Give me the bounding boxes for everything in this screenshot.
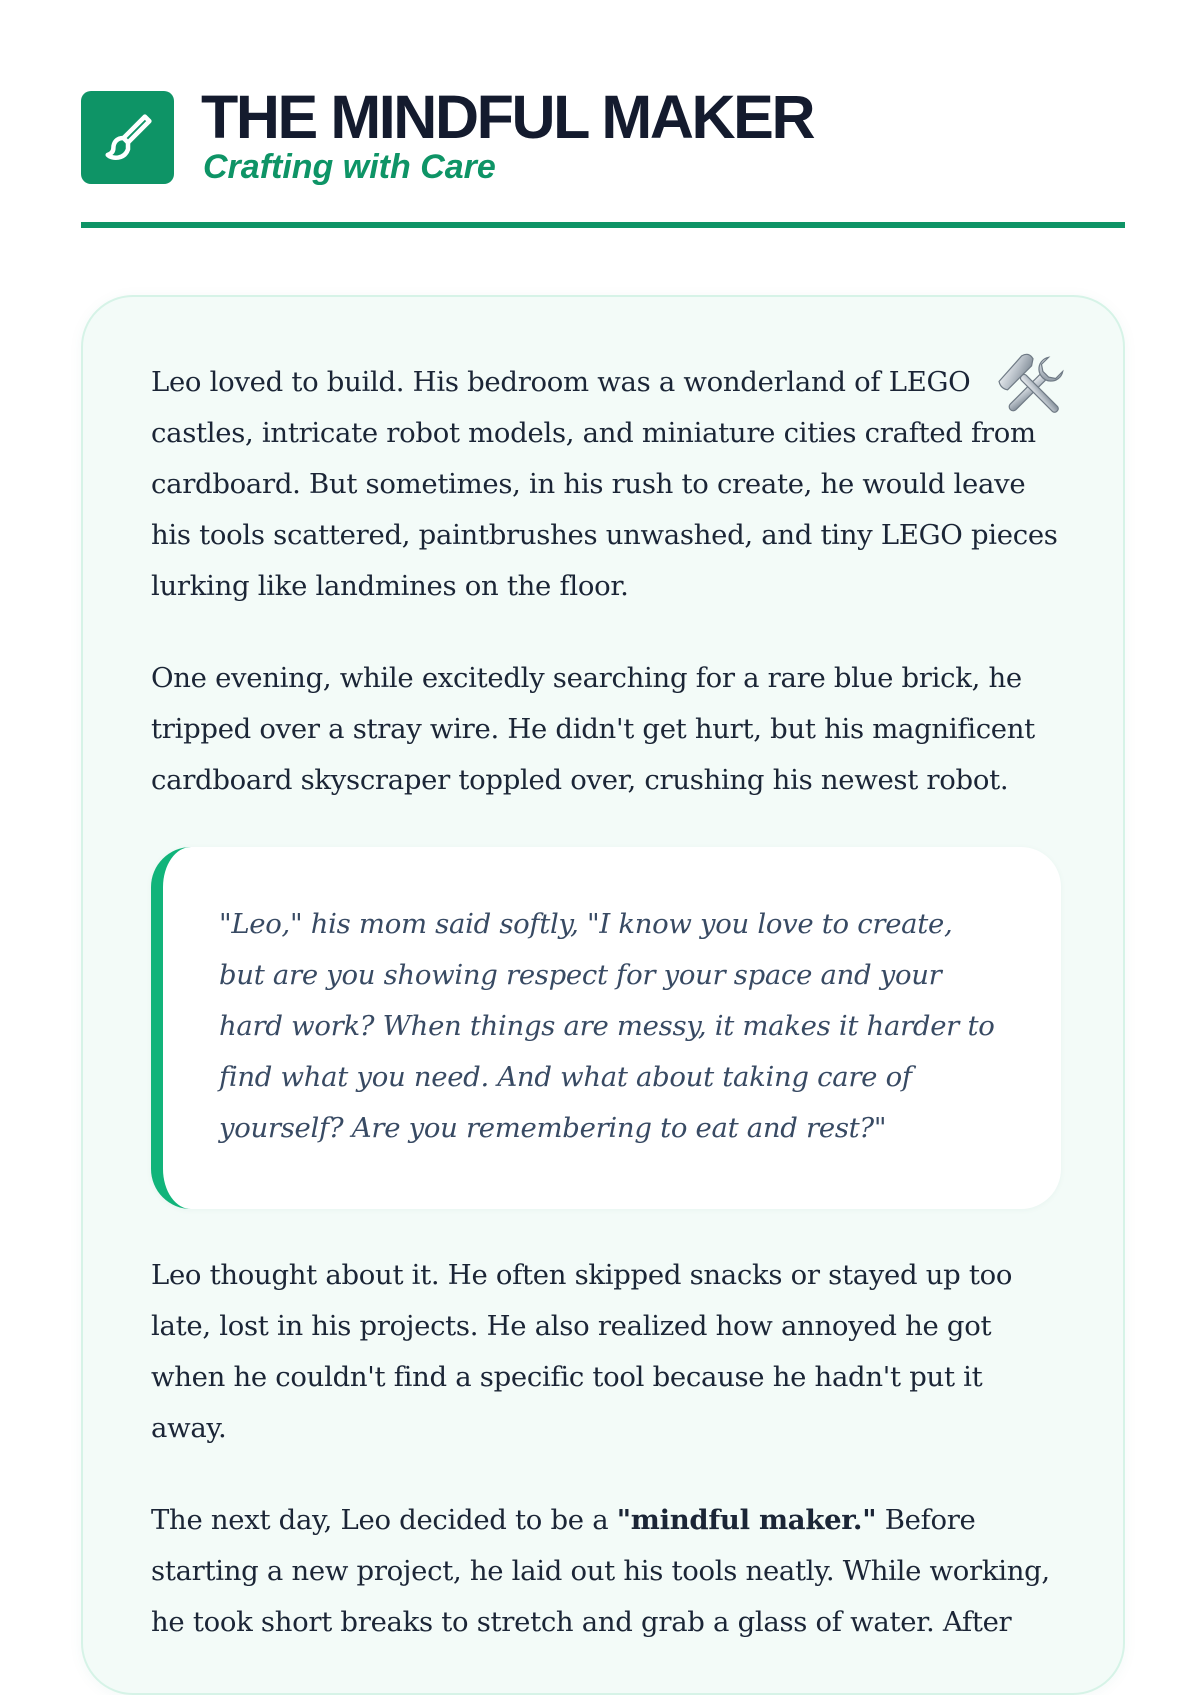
story-paragraph: One evening, while excitedly searching for a rare blue brick, he tripped over a stray wire. He didn't get hurt, but his magnificent cardboard skyscraper toppled over, crushing his newest robot.: [151, 662, 1035, 796]
story-paragraph: Leo loved to build. His bedroom was a wonderland of LEGO castles, intricate robot models, and miniature cities crafted from cardboard. But sometimes, in his rush to create, he would leave his tools scattered, paintbrushes unwashed, and tiny LEGO pieces lurking like landmines on the floor.: [151, 366, 1058, 602]
story-paragraph: [151, 1495, 1061, 1648]
paragraph-text: The next day, Leo decided to be a: [151, 1504, 617, 1536]
mom-quote: "Leo," his mom said softly, "I know you love to create, but are you showing respect for your space and your hard work? When things are messy, it makes it harder to find what you need. And what about taking care of yourself? Are you remembering to eat and rest?": [151, 847, 1061, 1209]
story-card: [81, 295, 1125, 1695]
paintbrush-icon: [81, 91, 174, 184]
emphasis-text: "mindful maker.": [616, 1504, 877, 1536]
paragraph-text: Before starting a new project, he laid out his tools neatly. While working, he took short breaks to stretch and grab a glass of water. After: [151, 1504, 1050, 1638]
page-header: [81, 80, 1125, 228]
story-paragraph: Leo thought about it. He often skipped snacks or stayed up too late, lost in his projects. He also realized how annoyed he got when he couldn't find a specific tool because he hadn't put it away.: [151, 1259, 1013, 1444]
page-subtitle: Crafting with Care: [203, 148, 496, 186]
page-title: THE MINDFUL MAKER: [201, 83, 814, 151]
story-body: [151, 357, 1061, 1689]
